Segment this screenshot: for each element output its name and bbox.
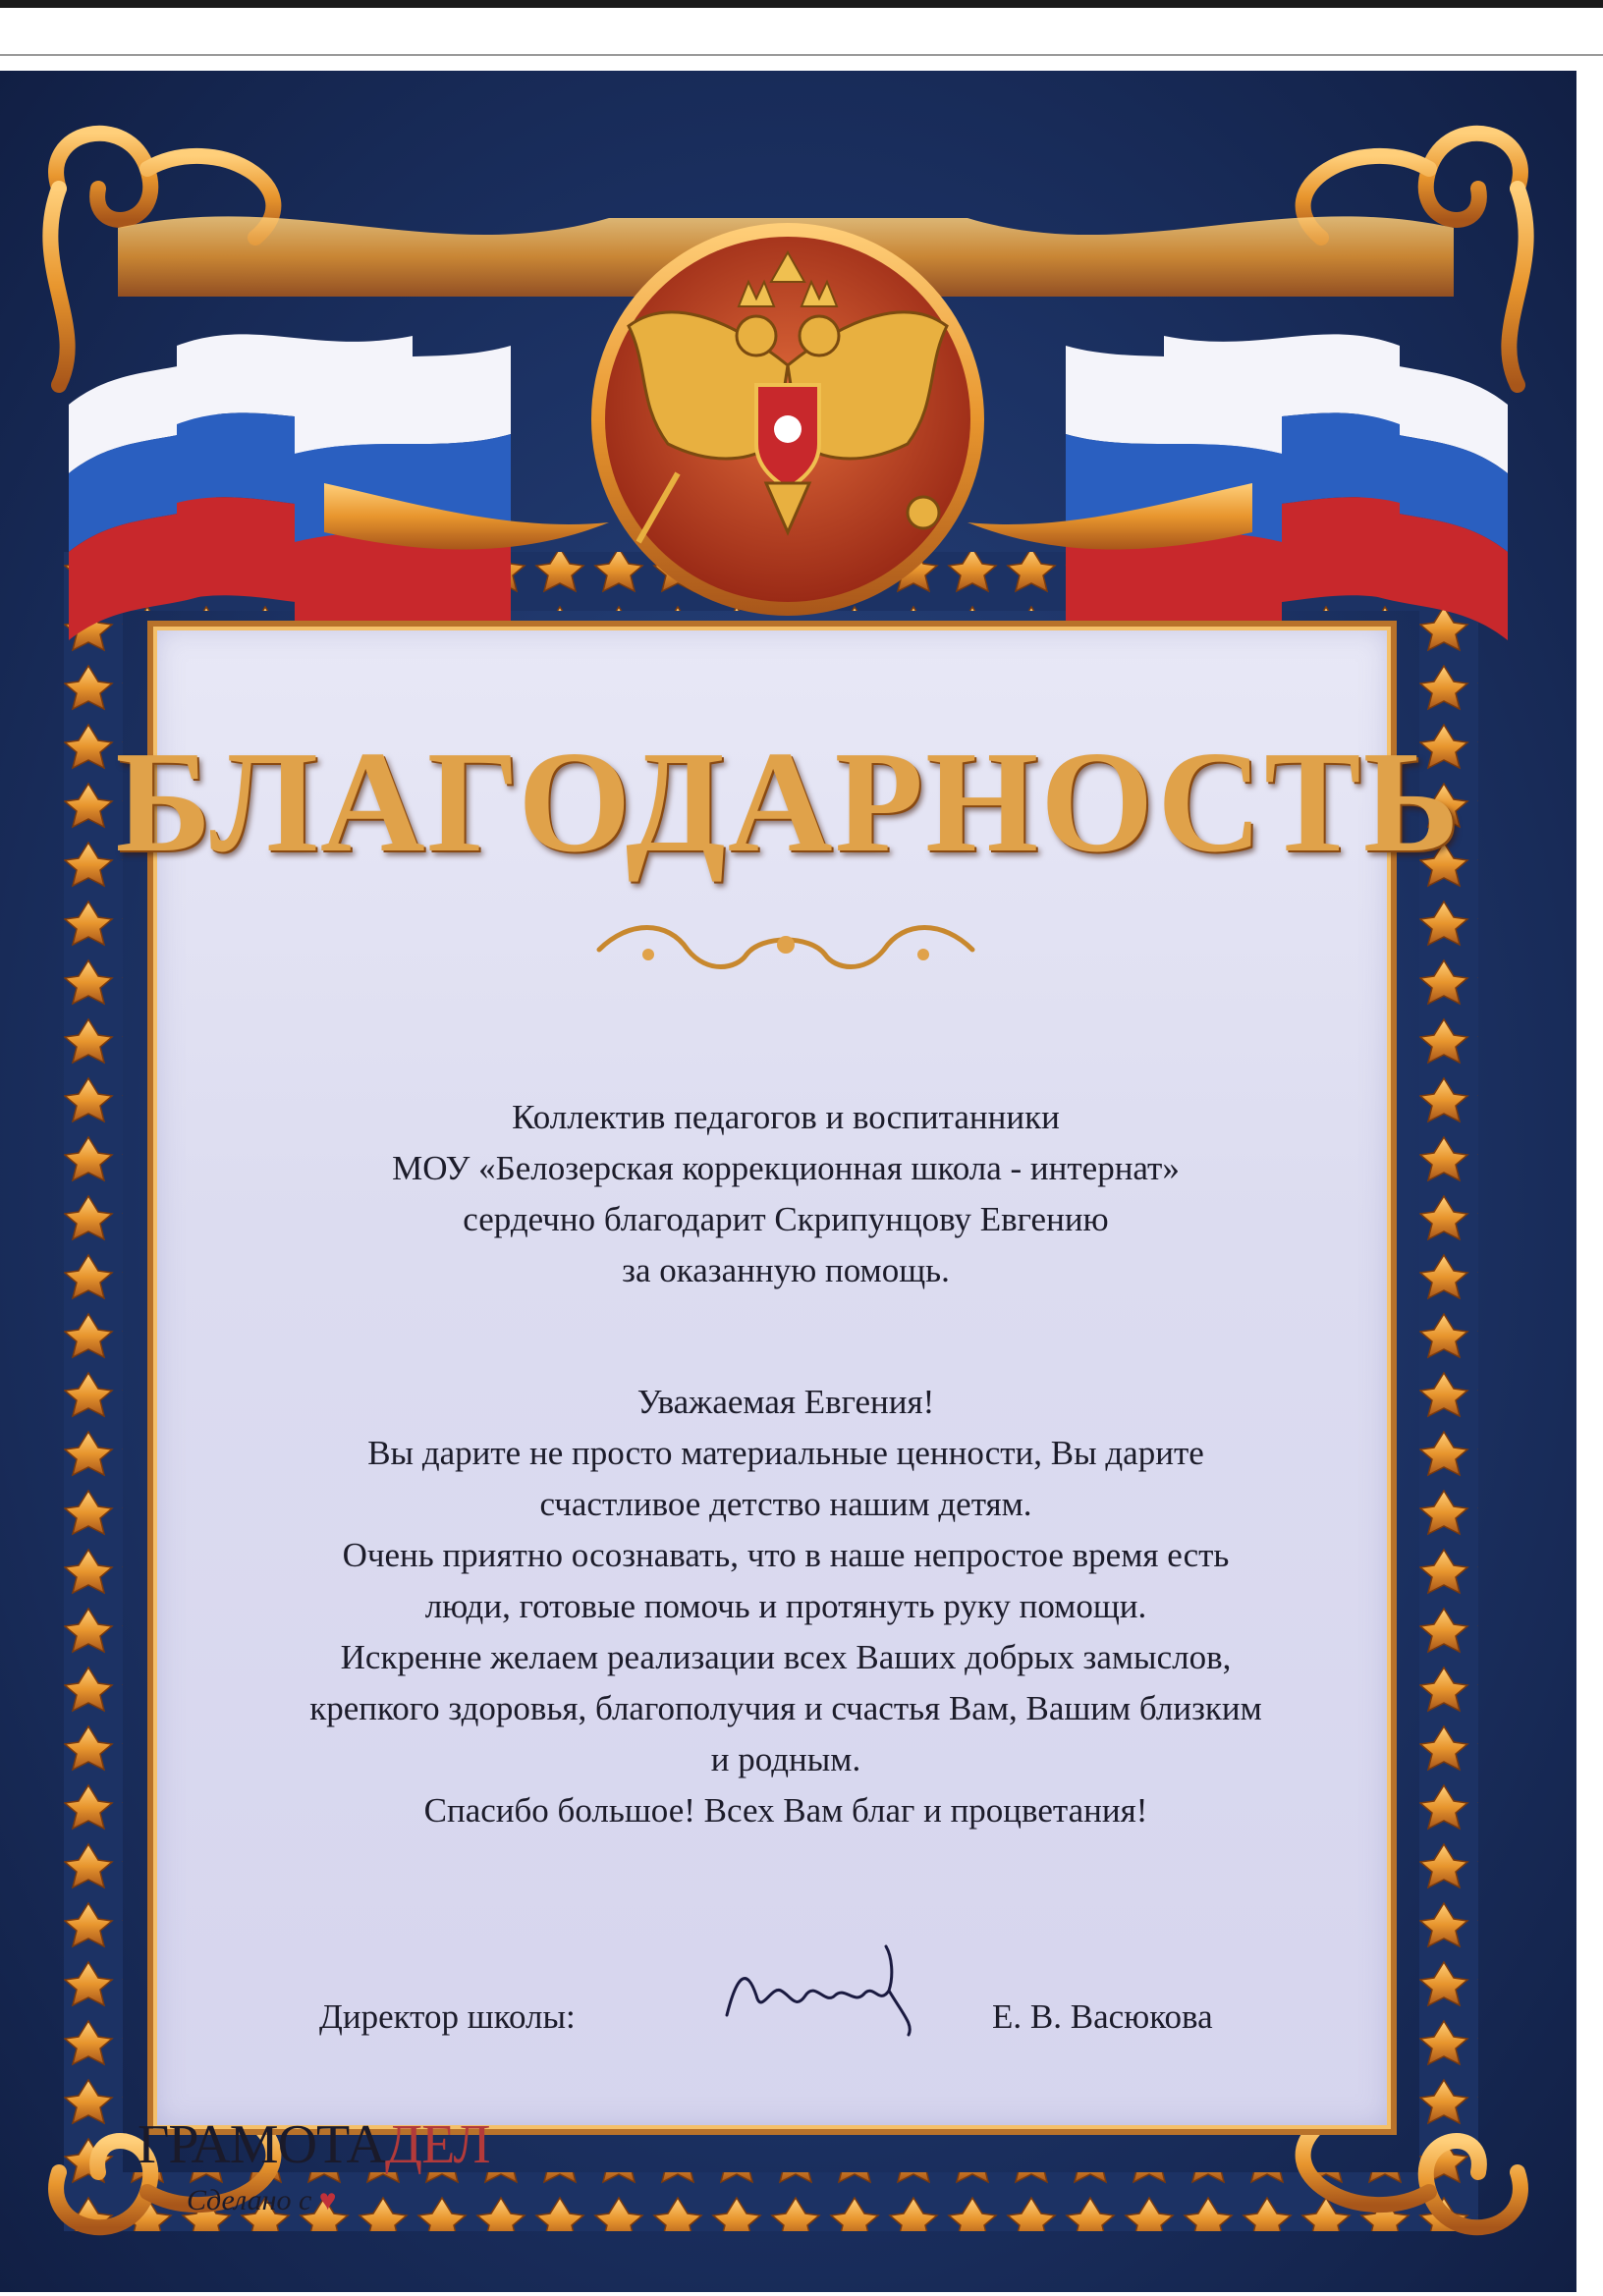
- message-line: крепкого здоровья, благополучия и счастья Вам, Вашим близким: [309, 1689, 1262, 1727]
- certificate-sheet: [0, 71, 1576, 2292]
- ornament-divider-icon: [589, 915, 982, 984]
- scan-line: [0, 54, 1603, 56]
- intro-line: за оказанную помощь.: [622, 1251, 950, 1289]
- signature-name: Е. В. Васюкова: [992, 1997, 1213, 2036]
- scan-edge: [0, 0, 1603, 8]
- intro-line: МОУ «Белозерская коррекционная школа - интернат»: [392, 1149, 1180, 1187]
- signature-label: Директор школы:: [319, 1997, 576, 2036]
- intro-text: [147, 1092, 1424, 1296]
- gramotadel-logo: [138, 2113, 490, 2176]
- message-text: [147, 1377, 1424, 1836]
- logo-tagline-text: Сделано с: [187, 2184, 312, 2216]
- logo-brand-main: ГРАМОТА: [138, 2114, 385, 2175]
- handwritten-signature: [717, 1937, 923, 2045]
- message-line: Уважаемая Евгения!: [636, 1383, 935, 1421]
- logo-brand-accent: ДЕЛ: [384, 2114, 490, 2175]
- message-line: счастливое детство нашим детям.: [539, 1485, 1032, 1523]
- certificate-title: БЛАГОДАРНОСТЬ: [115, 722, 1462, 883]
- message-line: Очень приятно осознавать, что в наше непростое время есть: [342, 1536, 1230, 1574]
- heart-icon: ♥: [318, 2184, 337, 2216]
- intro-line: сердечно благодарит Скрипунцову Евгению: [463, 1200, 1109, 1238]
- intro-line: Коллектив педагогов и воспитанники: [512, 1098, 1060, 1136]
- message-line: и родным.: [710, 1740, 861, 1778]
- message-line: Вы дарите не просто материальные ценности, Вы дарите: [367, 1434, 1204, 1472]
- logo-tagline: [187, 2184, 337, 2217]
- message-line: люди, готовые помочь и протянуть руку помощи.: [424, 1587, 1147, 1625]
- message-line: Спасибо большое! Всех Вам благ и процветания!: [423, 1791, 1148, 1830]
- russian-coat-of-arms-icon: [591, 223, 984, 616]
- message-line: Искренне желаем реализации всех Ваших добрых замыслов,: [340, 1638, 1232, 1676]
